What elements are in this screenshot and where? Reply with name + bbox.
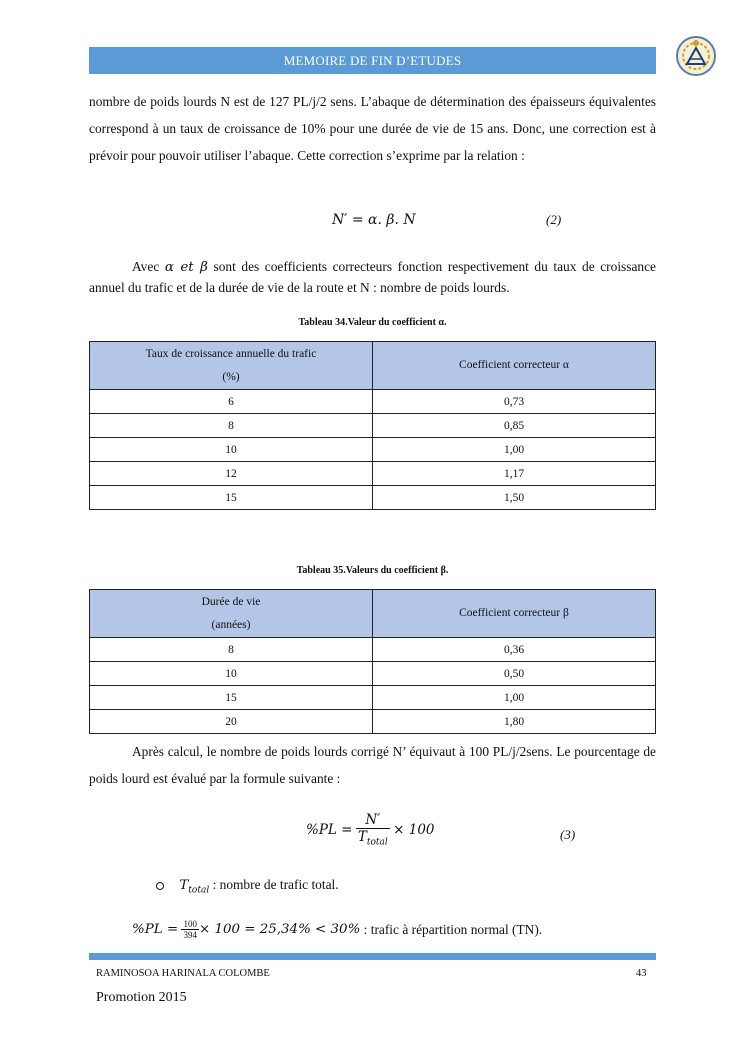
table-cell: 0,73 — [373, 390, 656, 414]
result-text: : trafic à répartition normal (TN). — [363, 921, 543, 937]
bullet-text: : nombre de trafic total. — [212, 877, 339, 892]
result-lhs: %PL = — [132, 922, 179, 937]
result-fraction — [181, 919, 199, 940]
coefficients-lead: Avec — [132, 259, 160, 274]
page-number: 43 — [636, 968, 647, 979]
table-cell: 1,00 — [373, 438, 656, 462]
table-row — [90, 462, 656, 486]
table-34-header-col1-line2: (%) — [222, 370, 240, 383]
result-equation — [132, 919, 542, 940]
equation-3-rhs: × 100 — [393, 821, 435, 838]
table-cell: 8 — [90, 414, 373, 438]
table-cell: 10 — [90, 438, 373, 462]
table-row — [90, 414, 656, 438]
footer-promotion: Promotion 2015 — [96, 990, 187, 1005]
coefficients-text: sont des coefficients correcteurs fonction respectivement du taux de croissance annuel du trafic et de la durée de vie de la route et N : nombre de poids lourds. — [89, 259, 656, 295]
table-34-header-col1 — [90, 342, 373, 390]
table-cell: 1,50 — [373, 486, 656, 510]
school-logo — [674, 34, 718, 78]
coefficients-paragraph — [89, 257, 656, 298]
table-cell: 8 — [90, 638, 373, 662]
table-34 — [89, 341, 656, 510]
table-cell: 6 — [90, 390, 373, 414]
bullet-item — [156, 877, 339, 896]
bullet-symbol-sub: total — [188, 885, 210, 896]
equation-2-expression: N′ = α. β. N — [332, 212, 416, 228]
page-header-title: MEMOIRE DE FIN D’ETUDES — [89, 47, 656, 74]
table-cell: 0,85 — [373, 414, 656, 438]
bullet-circle-icon — [156, 882, 164, 890]
table-cell: 1,00 — [373, 686, 656, 710]
equation-3-denominator-sub: total — [366, 837, 388, 848]
table-34-header-col2: Coefficient correcteur α — [373, 342, 656, 390]
equation-3-number: (3) — [560, 827, 576, 842]
table-35-header-col1 — [90, 590, 373, 638]
table-cell: 20 — [90, 710, 373, 734]
table-row — [90, 486, 656, 510]
equation-2-number: (2) — [546, 212, 562, 227]
table-34-header-col1-line1: Taux de croissance annuelle du trafic — [145, 347, 317, 360]
footer-rule — [89, 953, 656, 960]
equation-2 — [332, 212, 416, 229]
table-cell: 0,50 — [373, 662, 656, 686]
equation-3-denominator: T — [357, 829, 367, 845]
table-35-caption: Tableau 35.Valeurs du coefficient β. — [296, 565, 449, 576]
table-34-caption: Tableau 34.Valeur du coefficient α. — [298, 317, 447, 328]
table-row — [90, 710, 656, 734]
table-35-header-col1-line1: Durée de vie — [201, 595, 261, 608]
table-cell: 1,17 — [373, 462, 656, 486]
table-row — [90, 662, 656, 686]
table-cell: 0,36 — [373, 638, 656, 662]
table-row — [90, 686, 656, 710]
table-cell: 15 — [90, 486, 373, 510]
table-row — [90, 390, 656, 414]
table-cell: 12 — [90, 462, 373, 486]
bullet-symbol: T — [179, 878, 189, 893]
table-cell: 1,80 — [373, 710, 656, 734]
result-rhs: × 100 = 25,34% < 30% — [198, 922, 361, 937]
table-cell: 15 — [90, 686, 373, 710]
equation-3 — [306, 812, 435, 848]
table-35 — [89, 589, 656, 734]
equation-3-numerator: N′ — [356, 812, 390, 829]
equation-3-fraction — [356, 812, 390, 848]
table-35-header-col2: Coefficient correcteur β — [373, 590, 656, 638]
table-row — [90, 438, 656, 462]
footer-author: RAMINOSOA HARINALA COLOMBE — [96, 968, 270, 979]
intro-paragraph: nombre de poids lourds N est de 127 PL/j/2 sens. L’abaque de détermination des épaisseurs équivalentes correspond à un taux de croissance de 10% pour une durée de vie de 15 ans. Donc, une correction est à prévoir pour pouvoir utiliser l’abaque. Cette correction s’exprime par la relation : — [89, 94, 656, 163]
table-row — [90, 638, 656, 662]
result-numerator: 100 — [183, 919, 197, 929]
after-calculation-paragraph: Après calcul, le nombre de poids lourds corrigé N’ équivaut à 100 PL/j/2sens. Le pourcentage de poids lourd est évalué par la formule suivante : — [89, 744, 656, 786]
table-35-header-col1-line2: (années) — [211, 618, 251, 631]
result-denominator: 394 — [183, 930, 197, 940]
equation-3-lhs: %PL = — [306, 821, 353, 838]
table-cell: 10 — [90, 662, 373, 686]
coefficients-symbols: α et β — [164, 260, 208, 275]
